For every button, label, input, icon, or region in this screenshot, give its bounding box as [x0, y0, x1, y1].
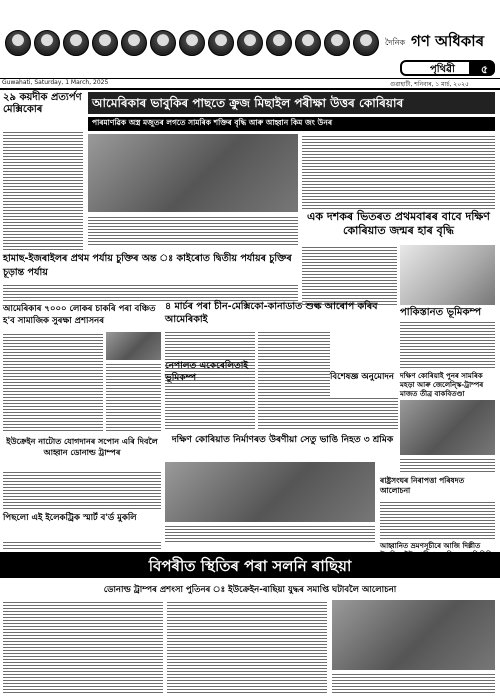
- missile-photo: [88, 134, 298, 212]
- page-number: ৫: [480, 63, 488, 76]
- avatar: [179, 30, 205, 56]
- avatar: [5, 30, 31, 56]
- section-label-box: [400, 60, 495, 76]
- avatar: [34, 30, 60, 56]
- avatar: [353, 30, 379, 56]
- avatar: [208, 30, 234, 56]
- banner-headline: বিপৰীত স্থিতিৰ পৰা সলনি ৰাছিয়া: [148, 557, 352, 575]
- nepal-headline: নেপালত একেৰেলিতাই ভূমিকম্প: [165, 361, 249, 383]
- bridge-headline: দক্ষিণ কোৰিয়াত নিৰ্মাণৰত উৰণীয়া সেতু ভাঙি নিহত ৩ শ্ৰমিক: [171, 435, 394, 445]
- avatar: [324, 30, 350, 56]
- avatar: [121, 30, 147, 56]
- left-top-heading: ২৯ কয়দীক প্ৰত্যৰ্পণ মেক্সিকোৰ: [3, 92, 82, 115]
- usa-jobs-headline: আমেৰিকাৰ ৭০০০ লোকৰ চাকৰি পৰা বঞ্চিত হ'ব সামাজিক সুৰক্ষা প্ৰশাসনৰ: [3, 304, 156, 326]
- usa-jobs-photo: [106, 332, 161, 360]
- putin-photo: [332, 600, 495, 670]
- avatar: [295, 30, 321, 56]
- nato-headline: ইউক্ৰেইন নাটোত যোগদানৰ সপোন এৰি দিবলৈ আহ্বান ডোনাল্ড ট্ৰাম্পৰ: [6, 437, 158, 457]
- avatar: [92, 30, 118, 56]
- pak-sub-headline: দক্ষিণ কোৰিয়াই পুনৰ সামৰিক মহড়া আৰু জেলেন্স্কি-ট্ৰাম্পৰ মাজত তীব্ৰ বাকবিতণ্ডা: [400, 372, 484, 398]
- baby-photo: [400, 245, 495, 305]
- avatar: [150, 30, 176, 56]
- pak-quake-headline: পাকিস্তানত ভূমিকম্প: [400, 307, 482, 318]
- korea-birth-headline: এক দশকৰ ভিতৰত প্ৰথমবাৰৰ বাবে দক্ষিণ কোৰিয়াত জন্মৰ হাৰ বৃদ্ধি: [307, 210, 490, 237]
- zelensky-trump-photo: [400, 400, 495, 455]
- dateline-en: Guwahati, Saturday, 1 March, 2025: [2, 79, 109, 86]
- right-mid-headline: ৰাষ্ট্ৰসংঘৰ নিৰাপত্তা পৰিষদত আলোচনা: [380, 476, 465, 495]
- lead-subhead: পাৰমাণৱিক অস্ত্ৰ মজুতৰ লগতে সামৰিক শক্তিৰ বৃদ্ধি আৰু আহ্বান কিম জং উনৰ: [92, 118, 333, 127]
- memo-headline: বিশেষজ্ঞ অনুমোদন: [330, 372, 394, 382]
- bridge-photo: [165, 462, 375, 522]
- avatar: [266, 30, 292, 56]
- banner-subhead: ডোনাল্ড ট্ৰাম্পৰ প্ৰশংসা পুতিনৰ ঃ ইউক্ৰেইন-ৰাছিয়া যুদ্ধৰ সমাপ্তি ঘটাবলৈ আলোচনা: [103, 585, 397, 595]
- avatar: [237, 30, 263, 56]
- ev-headline: পিছলো এই ইলেকট্ৰিক স্মাৰ্ট ব'ৰ্ড মুকলি: [3, 513, 137, 523]
- lead-headline: আমেৰিকাৰ ভাবুকিৰ পাছতে ক্ৰুজ মিছাইল পৰীক্ষা উত্তৰ কোৰিয়াৰ: [92, 96, 404, 110]
- tariff-headline: ৪ মাৰ্চৰ পৰা চীন-মেক্সিকো-কানাডাত শুল্ক আৰোপ কৰিব আমেৰিকাই: [165, 301, 378, 325]
- hamas-headline: হামাছ-ইজৰাইলৰ প্ৰথম পৰ্যায় চুক্তিৰ অন্ত ঃ কাইৰোত দ্বিতীয় পৰ্যায়ৰ চুক্তিৰ চূড়ান্ত পৰ্যায়: [3, 253, 292, 278]
- dateline-as: গুৱাহাটী, শনিবাৰ, ১ মাৰ্চ, ২০২৫: [390, 81, 469, 88]
- brand-name: গণ অধিকাৰ: [411, 32, 485, 50]
- right-low-headline: আহ্বানিত ভ্ৰমণসূচীৰে আজি দিল্লীত: [380, 542, 481, 550]
- brand-logo: [385, 28, 495, 58]
- section-label: পৃথিৱী: [430, 64, 455, 75]
- masthead: [0, 0, 500, 92]
- avatar: [63, 30, 89, 56]
- brand-prefix: দৈনিক: [385, 38, 406, 47]
